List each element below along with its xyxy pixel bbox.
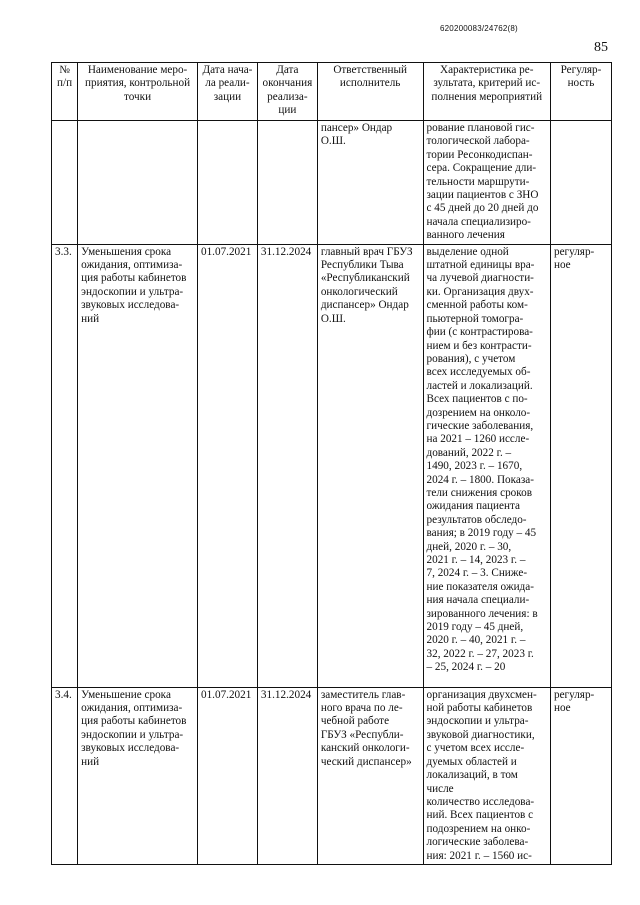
cell-regularity: регуляр- ное — [550, 687, 611, 864]
table-row — [52, 244, 612, 687]
document-id: 620200083/24762(8) — [440, 24, 518, 33]
table-header-row — [52, 63, 612, 121]
cell-result: организация двухсмен- ной работы кабинетов эндоскопии и ультра- звуковой диагностики, с учетом всех иссле- дуемых областей и локализаций, в том числе количество исследова- ний. Всех пациентов с подозрением на онко- логические заболева- ния: 2021 г. – 1560 ис- — [423, 687, 550, 864]
col-header-result: Характеристика ре- зультата, критерий ис- полнения мероприятий — [423, 63, 550, 121]
cell-start-date: 01.07.2021 — [197, 244, 257, 687]
cell-number: 3.4. — [52, 687, 78, 864]
page-number: 85 — [594, 40, 608, 55]
table-row — [52, 687, 612, 864]
cell-responsible: главный врач ГБУЗ Республики Тыва «Республиканский онкологический диспансер» Ондар О.Ш. — [317, 244, 423, 687]
cell-start-date: 01.07.2021 — [197, 687, 257, 864]
cell-regularity — [550, 121, 611, 245]
cell-result: рование плановой гис- тологической лабора- тории Ресонкодиспан- сера. Сокращение дли- тельности маршрути- зации пациентов с ЗНО с 45 дней до 20 дней до начала специализиро- ванного лечения — [423, 121, 550, 245]
col-header-regularity: Регуляр- ность — [550, 63, 611, 121]
table-row — [52, 121, 612, 245]
col-header-number: № п/п — [52, 63, 78, 121]
cell-responsible: заместитель глав- ного врача по ле- чебной работе ГБУЗ «Республи- канский онкологи- ческий диспансер» — [317, 687, 423, 864]
col-header-end-date: Дата окончания реализа- ции — [257, 63, 317, 121]
col-header-name: Наименование меро- приятия, контрольной точки — [78, 63, 198, 121]
cell-end-date: 31.12.2024 — [257, 687, 317, 864]
col-header-start-date: Дата нача- ла реали- зации — [197, 63, 257, 121]
cell-end-date — [257, 121, 317, 245]
cell-name — [78, 121, 198, 245]
cell-regularity: регуляр- ное — [550, 244, 611, 687]
col-header-responsible: Ответственный исполнитель — [317, 63, 423, 121]
cell-responsible: пансер» Ондар О.Ш. — [317, 121, 423, 245]
cell-start-date — [197, 121, 257, 245]
cell-name: Уменьшения срока ожидания, оптимиза- ция работы кабинетов эндоскопии и ультра- звуковых исследова- ний — [78, 244, 198, 687]
cell-end-date: 31.12.2024 — [257, 244, 317, 687]
cell-number — [52, 121, 78, 245]
measures-table — [51, 62, 612, 865]
cell-name: Уменьшение срока ожидания, оптимиза- ция работы кабинетов эндоскопии и ультра- звуковых исследова- ний — [78, 687, 198, 864]
cell-result: выделение одной штатной единицы вра- ча лучевой диагности- ки. Организация двух- сменной работы ком- пьютерной томогра- фии (с контрастирова- нием и без контрасти- рования), с учетом всех исследуемых об- ластей и локализаций. Всех пациентов с по- дозрением на онколо- гические заболевания, на 2021 – 1260 иссле- дований, 2022 г. – 1490, 2023 г. – 1670, 2024 г. – 1800. Показа- тели снижения сроков ожидания пациента результатов обследо- вания; в 2019 году – 45 дней, 2020 г. – 30, 2021 г. – 14, 2023 г. – 7, 2024 г. – 3. Сниже- ние показателя ожида- ния начала специали- зированного лечения: в 2019 году – 45 дней, 2020 г. – 40, 2021 г. – 32, 2022 г. – 27, 2023 г. – 25, 2024 г. – 20 — [423, 244, 550, 687]
cell-number: 3.3. — [52, 244, 78, 687]
